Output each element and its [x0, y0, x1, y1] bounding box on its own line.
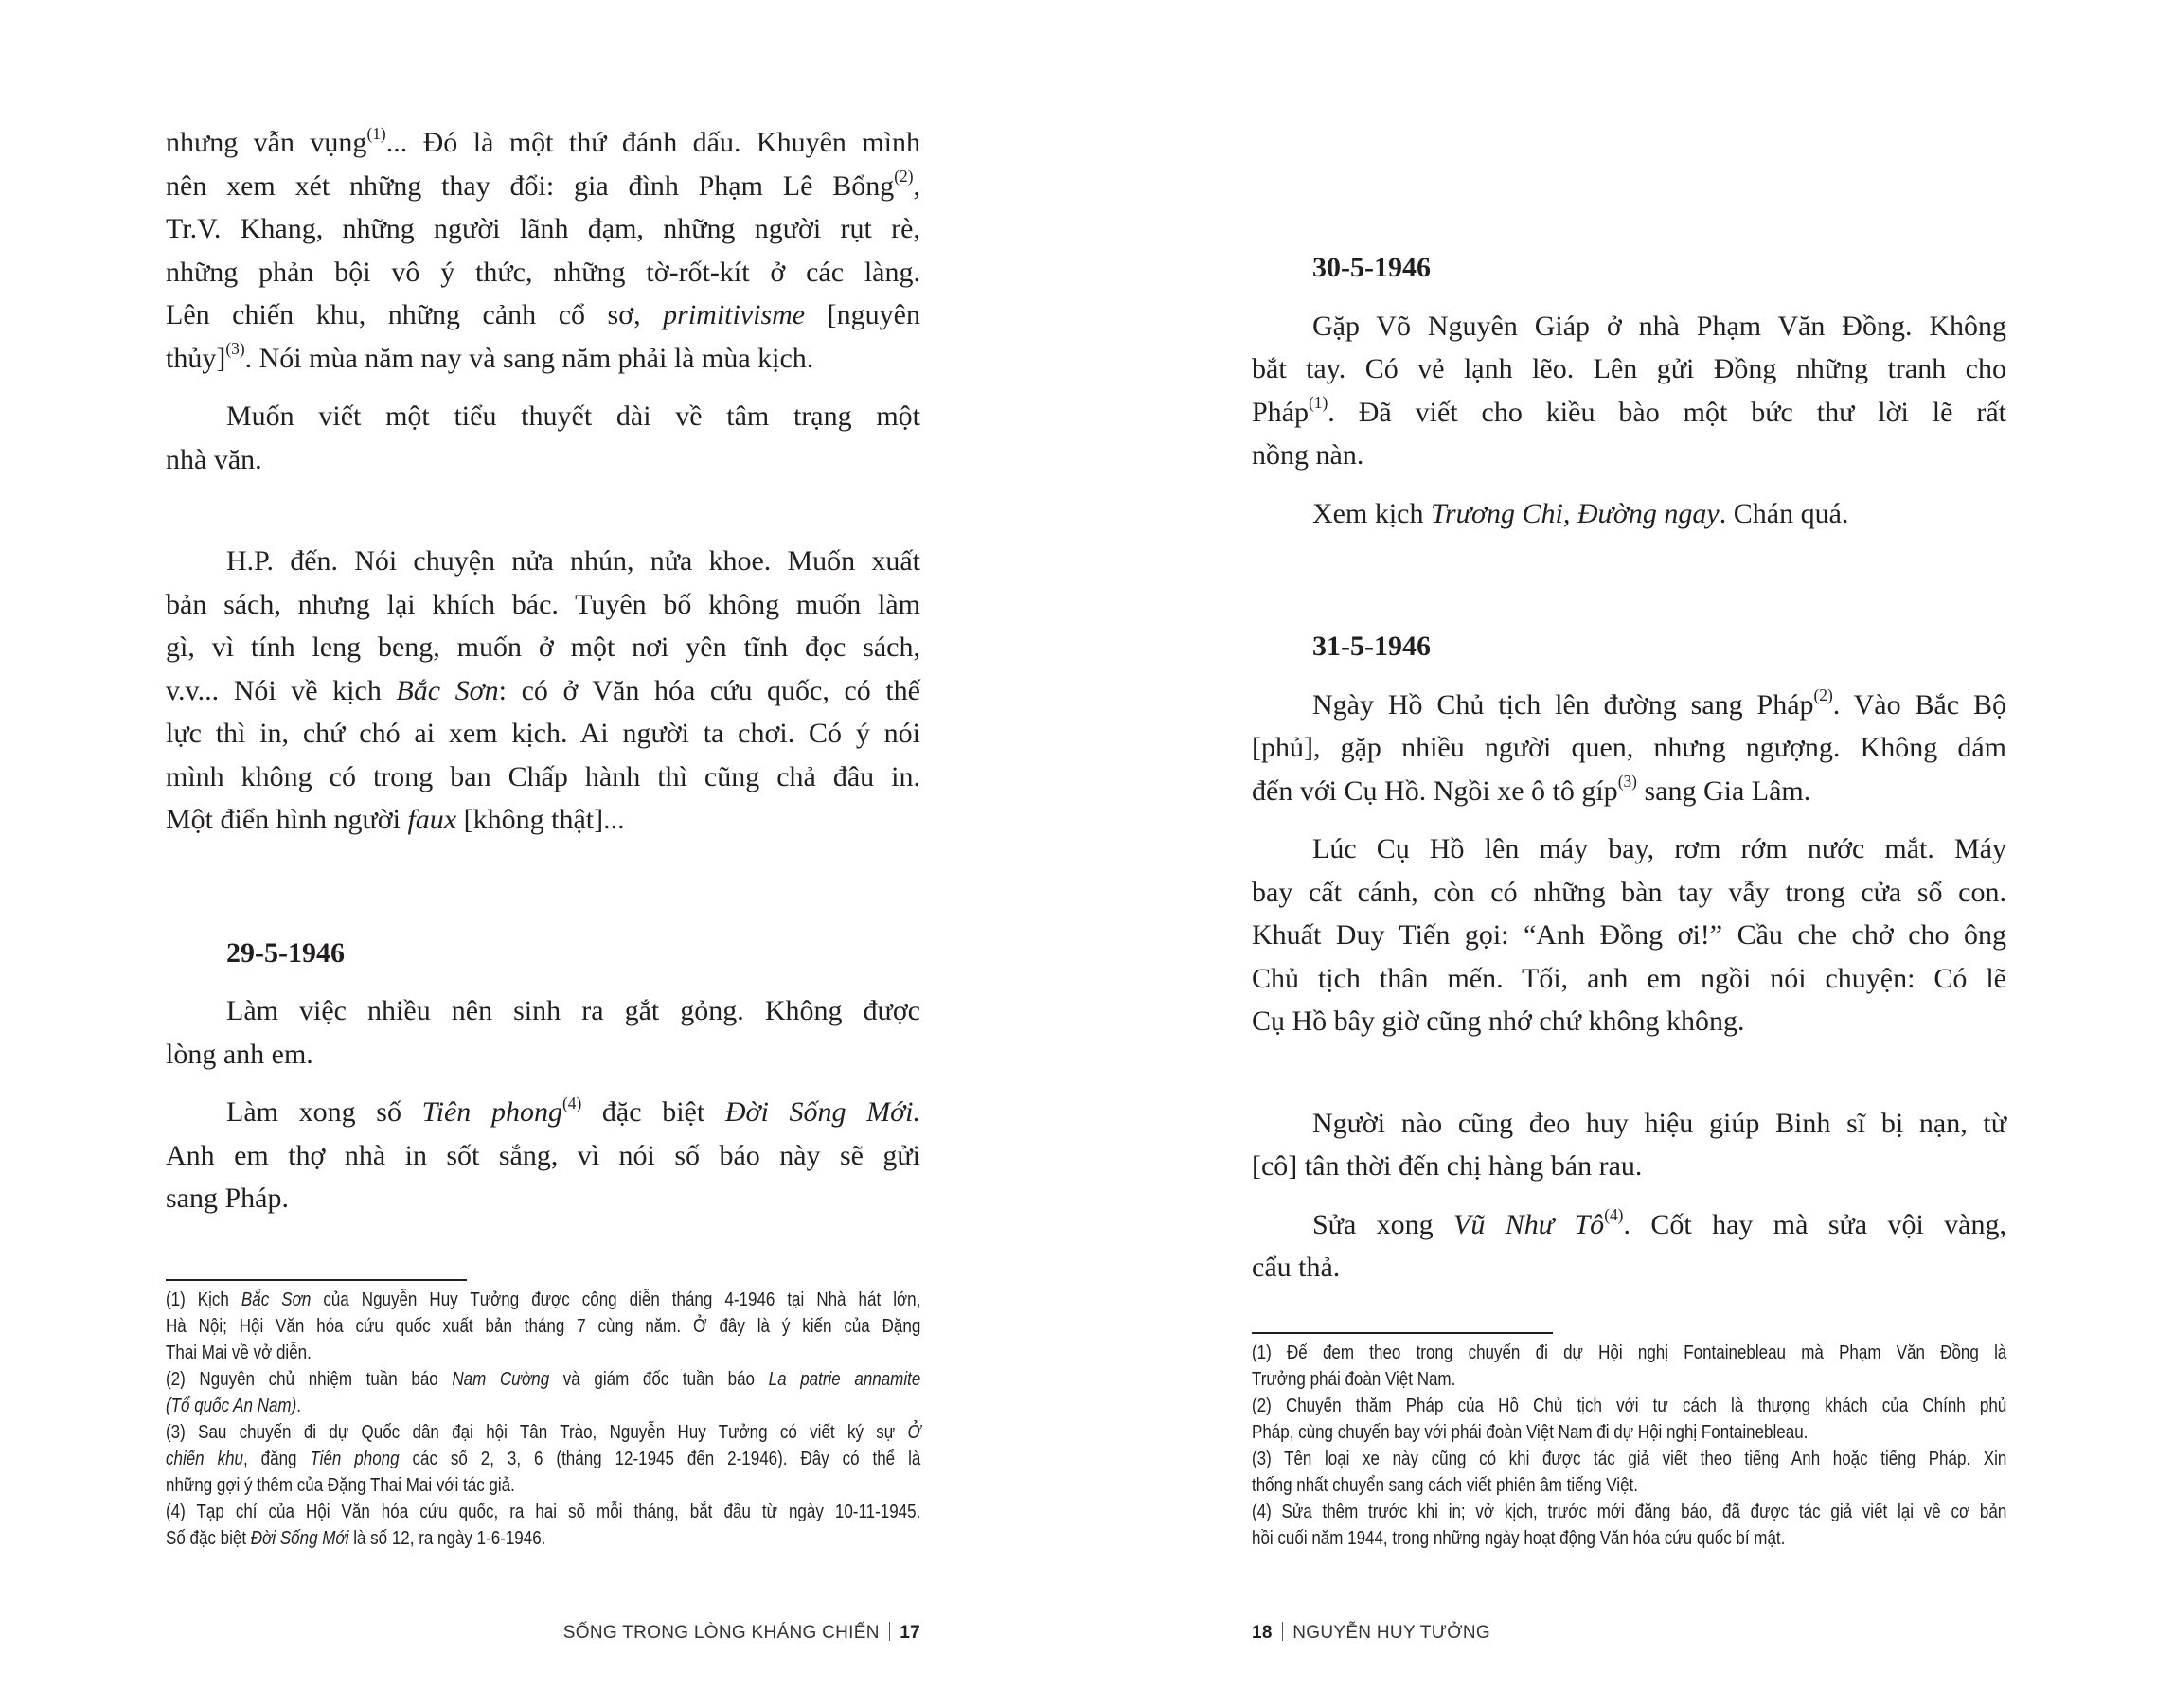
text-line — [166, 712, 920, 756]
text-line — [1252, 1203, 2006, 1247]
text-run: Người nào cũng đeo huy hiệu giúp Binh sĩ bị nạn, từ — [1312, 1107, 2006, 1139]
paragraph — [166, 121, 920, 380]
footnote-line — [166, 1499, 920, 1525]
text-line — [166, 294, 920, 337]
footnote-line — [1252, 1472, 2006, 1499]
text-run: Trưởng phái đoàn Việt Nam. — [1252, 1369, 1456, 1390]
text-line — [1252, 246, 2006, 290]
text-line — [1252, 625, 2006, 668]
text-run: 31-5-1946 — [1312, 631, 1431, 662]
text-line — [166, 1134, 920, 1178]
text-run: Anh em thợ nhà in sốt sắng, vì nói số báo này sẽ gửi — [166, 1139, 920, 1171]
text-line — [166, 395, 920, 438]
text-line — [166, 121, 920, 165]
footnote — [166, 1499, 920, 1552]
text-run: Số đặc biệt — [166, 1528, 251, 1549]
text-run: H.P. đến. Nói chuyện nửa nhún, nửa khoe. Muốn xuất — [226, 545, 920, 577]
text-run: Xem kịch — [1312, 497, 1431, 529]
footnote-line — [1252, 1366, 2006, 1393]
text-run: Muốn viết một tiểu thuyết dài về tâm trạng một — [226, 400, 920, 432]
text-line — [166, 1177, 920, 1220]
running-title: NGUYỄN HUY TƯỞNG — [1292, 1623, 1490, 1643]
text-run: mình không có trong ban Chấp hành thì cũng chả đâu in. — [166, 760, 920, 792]
text-run: Làm xong số — [226, 1096, 422, 1128]
italic-text: Đời Sống Mới. — [724, 1096, 920, 1128]
text-run: nồng nàn. — [1252, 439, 1364, 471]
text-line — [166, 1033, 920, 1076]
text-run: của Nguyễn Huy Tưởng được công diễn tháng 4-1946 tại Nhà hát lớn, — [311, 1290, 921, 1310]
text-run: những phản bội vô ý thức, những tờ-rốt-kít ở các làng. — [166, 256, 920, 288]
footnote-reference: (1) — [1309, 393, 1328, 413]
italic-text: Nam Cường — [452, 1369, 550, 1390]
paragraph — [1252, 305, 2006, 477]
paragraph — [166, 395, 920, 481]
footnote-line — [1252, 1525, 2006, 1552]
text-run: Sửa xong — [1312, 1208, 1454, 1240]
text-line — [1252, 305, 2006, 348]
italic-text: Ở — [907, 1422, 921, 1443]
left-page-footnotes — [166, 1287, 920, 1552]
footnote-line — [166, 1419, 920, 1446]
text-line — [166, 251, 920, 294]
text-run: Cụ Hồ bây giờ cũng nhớ chứ không không. — [1252, 1005, 1745, 1037]
paragraph — [166, 1091, 920, 1220]
text-run: Một điển hình người — [166, 804, 408, 835]
text-run: nên xem xét những thay đổi: gia đình Phạm Lê Bổng — [166, 169, 895, 202]
italic-text: primitivisme — [663, 299, 806, 330]
text-run: (4) Sửa thêm trước khi in; vở kịch, trước mới đăng báo, đã được tác giả viết lại về cơ bản — [1252, 1502, 2007, 1522]
text-run: thống nhất chuyển sang cách viết phiên âm tiếng Việt. — [1252, 1475, 1638, 1496]
text-line — [166, 165, 920, 208]
right-page-footnotes — [1252, 1340, 2006, 1552]
paragraph — [1252, 684, 2006, 813]
footnote-reference: (4) — [1604, 1205, 1624, 1225]
text-run: các số 2, 3, 6 (tháng 12-1945 đến 2-1946). Đây có thể là — [399, 1449, 921, 1469]
italic-text: Bắc Sơn — [241, 1290, 312, 1310]
text-run: ... Đó là một thứ đánh dấu. Khuyên mình — [385, 127, 920, 158]
footnote-line — [1252, 1499, 2006, 1525]
text-run: : có ở Văn hóa cứu quốc, có thế — [498, 674, 920, 706]
text-run: Gặp Võ Nguyên Giáp ở nhà Phạm Văn Đồng. Không — [1312, 310, 2006, 342]
italic-text: Tiên phong — [421, 1096, 562, 1128]
text-run: (3) Sau chuyến đi dự Quốc dân đại hội Tân Trào, Nguyễn Huy Tưởng có viết ký sự — [166, 1422, 908, 1443]
italic-text: faux — [407, 804, 457, 835]
italic-text: La patrie annamite — [768, 1369, 921, 1390]
text-run: nhưng vẫn vụng — [166, 127, 367, 158]
text-run: lực thì in, chứ chó ai xem kịch. Ai người ta chơi. Có ý nói — [166, 718, 920, 749]
footnote — [166, 1366, 920, 1419]
text-run: Làm việc nhiều nên sinh ra gắt gỏng. Không được — [226, 995, 920, 1026]
page-number: 18 — [1252, 1623, 1273, 1643]
text-line — [1252, 1000, 2006, 1043]
text-run: [cô] tân thời đến chị hàng bán rau. — [1252, 1150, 1643, 1182]
paragraph — [1252, 492, 2006, 536]
text-line — [166, 626, 920, 669]
text-run: Lúc Cụ Hồ lên máy bay, rơm rớm nước mắt. Máy — [1312, 833, 2006, 864]
left-page-body — [166, 121, 920, 1220]
text-line — [1252, 957, 2006, 1001]
text-run: . Đã viết cho kiều bào một bức thư lời lẽ rất — [1328, 396, 2006, 428]
text-line — [1252, 684, 2006, 727]
right-page-body — [1252, 246, 2006, 1290]
page-number: 17 — [900, 1623, 920, 1643]
footnote-divider — [1252, 1332, 1553, 1334]
paragraph — [1252, 1203, 2006, 1290]
text-line — [1252, 770, 2006, 813]
text-run: [nguyên — [805, 299, 920, 330]
text-run: . Cốt hay mà sửa vội vàng, — [1623, 1208, 2006, 1240]
text-line — [166, 1091, 920, 1134]
text-run: 30-5-1946 — [1312, 252, 1431, 283]
text-line — [166, 337, 920, 381]
footnote — [1252, 1499, 2006, 1552]
diary-date-heading — [1252, 625, 2006, 668]
footnote-line — [1252, 1393, 2006, 1419]
paragraph — [1252, 1102, 2006, 1188]
footnote-reference: (1) — [366, 123, 386, 143]
text-run: thủy] — [166, 342, 226, 374]
text-run: , đăng — [242, 1449, 311, 1469]
italic-text: Đời Sống Mới — [250, 1528, 349, 1549]
text-run: [phủ], gặp nhiều người quen, nhưng ngượng. Không dám — [1252, 732, 2006, 763]
text-line — [1252, 434, 2006, 477]
text-run: , — [913, 169, 920, 202]
text-line — [1252, 347, 2006, 391]
footnote-line — [1252, 1446, 2006, 1472]
text-line — [1252, 1246, 2006, 1290]
text-line — [1252, 827, 2006, 871]
text-run: bản sách, nhưng lại khích bác. Tuyên bố không muốn làm — [166, 588, 920, 620]
text-run: (3) Tên loại xe này cũng có khi được tác giả viết theo tiếng Anh hoặc tiếng Pháp. Xin — [1252, 1449, 2007, 1469]
text-run: . — [296, 1396, 301, 1416]
text-line — [166, 669, 920, 713]
footer-separator — [1282, 1622, 1284, 1641]
text-run: (1) Để đem theo trong chuyến đi dự Hội nghị Fontainebleau mà Phạm Văn Đồng là — [1252, 1343, 2007, 1363]
text-line — [166, 989, 920, 1033]
diary-date-heading — [166, 932, 920, 975]
footnote-line — [166, 1366, 920, 1393]
footnote — [1252, 1340, 2006, 1393]
text-run: Pháp — [1252, 396, 1309, 428]
text-run: Hà Nội; Hội Văn hóa cứu quốc xuất bản tháng 7 cùng năm. Ở đây là ý kiến của Đặng — [166, 1316, 921, 1337]
footnote-line — [166, 1340, 920, 1366]
text-run: . Chán quá. — [1719, 497, 1849, 529]
text-run: . Nói mùa năm nay và sang năm phải là mùa kịch. — [244, 342, 814, 374]
diary-date-heading — [1252, 246, 2006, 290]
text-run: và giám đốc tuần báo — [549, 1369, 769, 1390]
text-run: (1) Kịch — [166, 1290, 241, 1310]
footnote-reference: (2) — [894, 167, 914, 187]
text-run: v.v... Nói về kịch — [166, 674, 397, 706]
text-run: Thai Mai về vở diễn. — [166, 1343, 312, 1363]
text-line — [1252, 492, 2006, 536]
text-run: hồi cuối năm 1944, trong những ngày hoạt động Văn hóa cứu quốc bí mật. — [1252, 1528, 1786, 1549]
text-line — [1252, 726, 2006, 770]
text-run: là số 12, ra ngày 1-6-1946. — [348, 1528, 546, 1549]
text-run: lòng anh em. — [166, 1038, 313, 1070]
text-run: Pháp, cùng chuyến bay với phái đoàn Việt Nam đi dự Hội nghị Fontainebleau. — [1252, 1422, 1809, 1443]
footnote-line — [166, 1287, 920, 1313]
italic-text: Vũ Như Tô — [1453, 1208, 1605, 1240]
text-run: Khuất Duy Tiến gọi: “Anh Đồng ơi!” Cầu che chở cho ông — [1252, 919, 2006, 951]
footnote-reference: (3) — [225, 339, 245, 359]
italic-text: (Tổ quốc An Nam) — [166, 1396, 297, 1416]
text-line — [1252, 914, 2006, 957]
text-run: 29-5-1946 — [226, 936, 345, 969]
text-line — [1252, 871, 2006, 915]
footer-separator — [889, 1622, 891, 1641]
footnote-line — [166, 1525, 920, 1552]
left-page-footer — [563, 1620, 920, 1646]
paragraph — [1252, 827, 2006, 1043]
footnote-line — [166, 1472, 920, 1499]
footnote-reference: (2) — [1813, 685, 1833, 705]
text-line — [166, 438, 920, 482]
footnote-line — [166, 1446, 920, 1472]
text-run: đến với Cụ Hồ. Ngồi xe ô tô gíp — [1252, 774, 1618, 807]
text-line — [1252, 1145, 2006, 1188]
footnote-reference: (4) — [561, 1093, 582, 1112]
footnote-line — [1252, 1340, 2006, 1366]
footnote — [1252, 1446, 2006, 1499]
paragraph — [166, 540, 920, 842]
text-run: Lên chiến khu, những cảnh cổ sơ, — [166, 299, 664, 330]
italic-text: Trương Chi, Đường ngay — [1430, 497, 1720, 529]
footnote-line — [1252, 1419, 2006, 1446]
italic-text: Tiên phong — [310, 1449, 400, 1469]
footnote-reference: (3) — [1617, 772, 1637, 792]
text-run: (2) Chuyến thăm Pháp của Hồ Chủ tịch với tư cách là thượng khách của Chính phủ — [1252, 1396, 2007, 1416]
text-run: (4) Tạp chí của Hội Văn hóa cứu quốc, ra hai số mỗi tháng, bắt đầu từ ngày 10-11-1945. — [166, 1502, 921, 1522]
footnote — [1252, 1393, 2006, 1446]
paragraph — [166, 989, 920, 1076]
text-run: bay cất cánh, còn có những bàn tay vẫy trong cửa sổ con. — [1252, 876, 2006, 908]
text-line — [1252, 1102, 2006, 1146]
footnote-divider — [166, 1279, 467, 1281]
text-run: Ngày Hồ Chủ tịch lên đường sang Pháp — [1312, 688, 1814, 721]
text-run: sang Pháp. — [166, 1183, 289, 1214]
running-title: SỐNG TRONG LÒNG KHÁNG CHIẾN — [562, 1623, 880, 1643]
text-line — [166, 798, 920, 842]
text-run: gì, vì tính leng beng, muốn ở một nơi yên tĩnh đọc sách, — [166, 632, 920, 663]
text-run: [không thật]... — [456, 804, 625, 835]
footnote — [166, 1287, 920, 1366]
text-run: . Vào Bắc Bộ — [1832, 688, 2007, 721]
italic-text: chiến khu — [166, 1449, 243, 1469]
text-run: nhà văn. — [166, 443, 262, 475]
text-line — [166, 756, 920, 799]
text-run: cẩu thả. — [1252, 1252, 1341, 1283]
text-run: (2) Nguyên chủ nhiệm tuần báo — [166, 1369, 453, 1390]
text-line — [1252, 391, 2006, 435]
right-page-footer — [1252, 1620, 1490, 1646]
text-line — [166, 207, 920, 251]
text-run: Chủ tịch thân mến. Tối, anh em ngồi nói chuyện: Có lẽ — [1252, 962, 2006, 994]
text-run: sang Gia Lâm. — [1636, 774, 1811, 807]
text-run: bắt tay. Có vẻ lạnh lẽo. Lên gửi Đồng những tranh cho — [1252, 353, 2006, 384]
footnote-line — [166, 1313, 920, 1340]
text-run: Tr.V. Khang, những người lãnh đạm, những người rụt rè, — [166, 213, 920, 244]
text-line — [166, 540, 920, 583]
text-run: đặc biệt — [581, 1096, 725, 1128]
text-line — [166, 932, 920, 975]
footnote-line — [166, 1393, 920, 1419]
footnote — [166, 1419, 920, 1499]
text-run: những gợi ý thêm của Đặng Thai Mai với tác giả. — [166, 1475, 515, 1496]
text-line — [166, 583, 920, 627]
italic-text: Bắc Sơn — [396, 674, 499, 706]
